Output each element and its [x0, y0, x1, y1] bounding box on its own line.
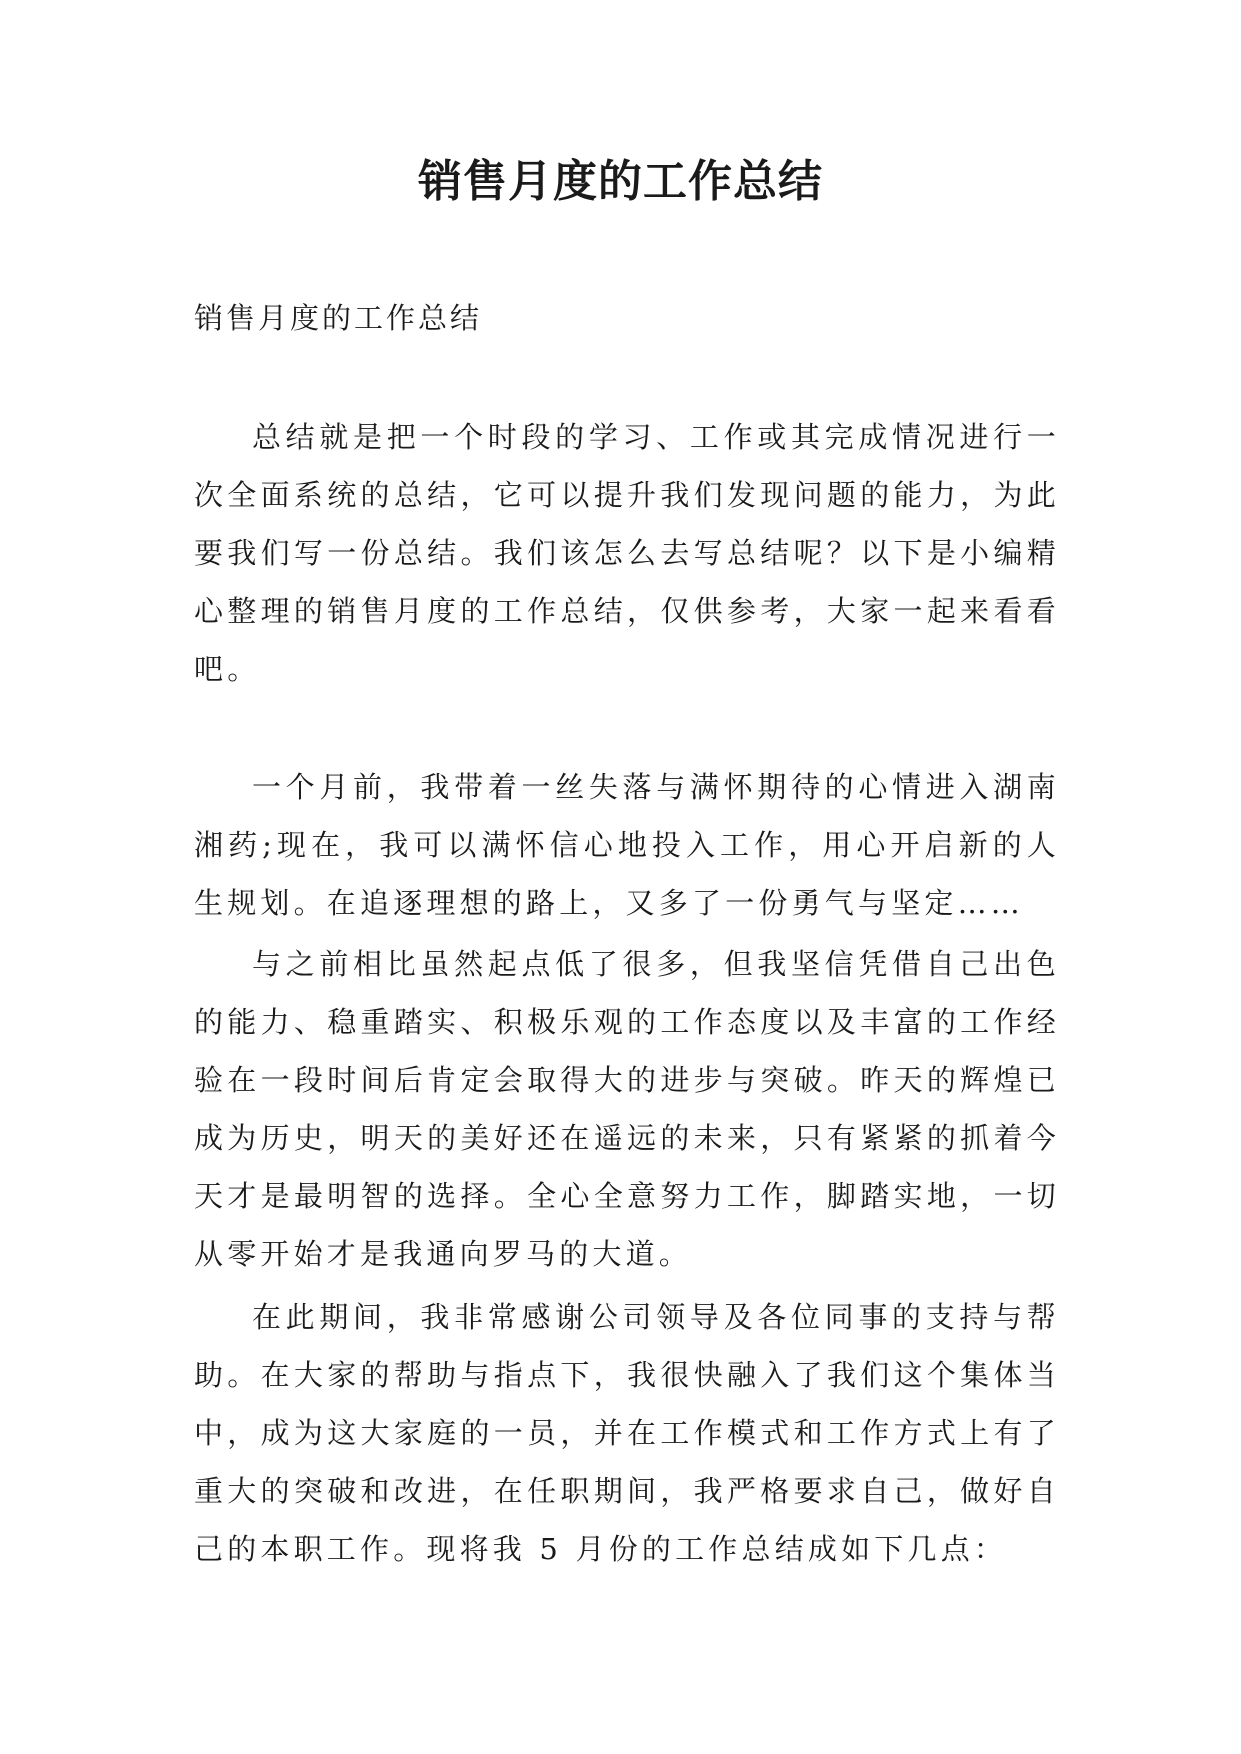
- paragraph-gratitude: 在此期间，我非常感谢公司领导及各位同事的支持与帮助。在大家的帮助与指点下，我很快融入了我们这个集体当中，成为这大家庭的一员，并在工作模式和工作方式上有了重大的突破和改进，在任职期间，我严格要求自己，做好自己的本职工作。现将我 5 月份的工作总结成如下几点：: [194, 1300, 1060, 1566]
- document-subtitle: 销售月度的工作总结: [194, 301, 483, 335]
- paragraph-comparison: 与之前相比虽然起点低了很多，但我坚信凭借自己出色的能力、稳重踏实、积极乐观的工作态度以及丰富的工作经验在一段时间后肯定会取得大的进步与突破。昨天的辉煌已成为历史，明天的美好还在遥远的未来，只有紧紧的抓着今天才是最明智的选择。全心全意努力工作，脚踏实地，一切从零开始才是我通向罗马的大道。: [194, 947, 1060, 1271]
- document-title: 销售月度的工作总结: [418, 156, 823, 207]
- paragraph-one-month-ago: 一个月前，我带着一丝失落与满怀期待的心情进入湖南湘药;现在，我可以满怀信心地投入工作，用心开启新的人生规划。在追逐理想的路上，又多了一份勇气与坚定……: [194, 770, 1060, 920]
- paragraph-intro: 总结就是把一个时段的学习、工作或其完成情况进行一次全面系统的总结，它可以提升我们发现问题的能力，为此要我们写一份总结。我们该怎么去写总结呢？以下是小编精心整理的销售月度的工作总结，仅供参考，大家一起来看看吧。: [194, 420, 1060, 686]
